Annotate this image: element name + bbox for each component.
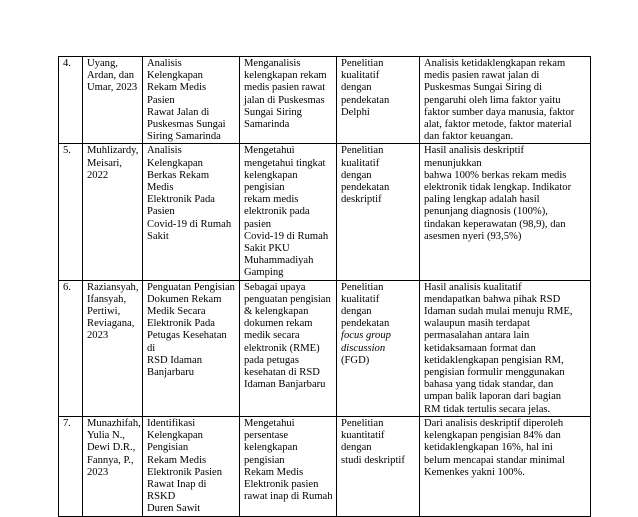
method-italic-text: focus group discussion xyxy=(341,330,391,354)
cell-purpose: Mengetahui mengetahui tingkat kelengkapan pengisian rekam medis elektronik pada pasien Covid-19 di Rumah Sakit PKU Muhammadiyah Gamping xyxy=(240,144,337,280)
cell-purpose: Mengetahui persentase kelengkapan pengisian Rekam Medis Elektronik pasien rawat inap di Rumah xyxy=(240,416,337,516)
cell-title: Penguatan Pengisian Dokumen Rekam Medik Secara Elektronik Pada Petugas Kesehatan di RSD Idaman Banjarbaru xyxy=(143,280,240,416)
cell-author: Munazhifah, Yulia N., Dewi D.R., Fannya, P., 2023 xyxy=(83,416,143,516)
table-row xyxy=(59,416,591,516)
table-row xyxy=(59,280,591,416)
cell-number: 4. xyxy=(59,57,83,144)
cell-purpose: Menganalisis kelengkapan rekam medis pasien rawat jalan di Puskesmas Sungai Siring Samarinda xyxy=(240,57,337,144)
cell-method xyxy=(337,280,420,416)
cell-method: Penelitian kualitatif dengan pendekatan deskriptif xyxy=(337,144,420,280)
cell-title: Analisis Kelengkapan Rekam Medis Pasien Rawat Jalan di Puskesmas Sungai Siring Samarinda xyxy=(143,57,240,144)
cell-number: 5. xyxy=(59,144,83,280)
cell-number: 7. xyxy=(59,416,83,516)
table-row xyxy=(59,57,591,144)
cell-result: Hasil analisis deskriptif menunjukkan bahwa 100% berkas rekam medis elektronik tidak lengkap. Indikator paling lengkap adalah hasil penunjang diagnosis (100%), tindakan keperawatan (98,9), dan asesmen nyeri (93,5%) xyxy=(420,144,591,280)
cell-author: Raziansyah, Ifansyah, Pertiwi, Reviagana, 2023 xyxy=(83,280,143,416)
cell-result: Hasil analisis kualitatif mendapatkan bahwa pihak RSD Idaman sudah mulai menuju RME, walaupun masih terdapat permasalahan antara lain ketidaksamaan format dan ketidaklengkapan pengisian RM, pengisian formulir menggunakan bahasa yang tidak standar, dan umpan balik laporan dari bagian RM tidak tertulis secara jelas. xyxy=(420,280,591,416)
cell-title: Identifikasi Kelengkapan Pengisian Rekam Medis Elektronik Pasien Rawat Inap di RSKD Duren Sawit xyxy=(143,416,240,516)
cell-number: 6. xyxy=(59,280,83,416)
method-text: Penelitian kualitatif dengan pendekatan xyxy=(341,281,390,330)
cell-title: Analisis Kelengkapan Berkas Rekam Medis Elektronik Pada Pasien Covid-19 di Rumah Sakit xyxy=(143,144,240,280)
method-suffix-text: (FGD) xyxy=(341,354,370,366)
cell-author: Uyang, Ardan, dan Umar, 2023 xyxy=(83,57,143,144)
literature-review-table xyxy=(58,56,591,517)
cell-result: Analisis ketidaklengkapan rekam medis pasien rawat jalan di Puskesmas Sungai Siring di pengaruhi oleh lima faktor yaitu faktor sumber daya manusia, faktor alat, faktor metode, faktor material dan faktor keuangan. xyxy=(420,57,591,144)
cell-purpose: Sebagai upaya penguatan pengisian & kelengkapan dokumen rekam medik secara elektronik (RME) pada petugas kesehatan di RSD Idaman Banjarbaru xyxy=(240,280,337,416)
cell-author: Muhlizardy, Meisari, 2022 xyxy=(83,144,143,280)
cell-result: Dari analisis deskriptif diperoleh kelengkapan pengisian 84% dan ketidaklengkapan 16%, hal ini belum mencapai standar minimal Kemenkes yakni 100%. xyxy=(420,416,591,516)
cell-method: Penelitian kualitatif dengan pendekatan Delphi xyxy=(337,57,420,144)
table-row xyxy=(59,144,591,280)
cell-method: Penelitian kuantitatif dengan studi deskriptif xyxy=(337,416,420,516)
